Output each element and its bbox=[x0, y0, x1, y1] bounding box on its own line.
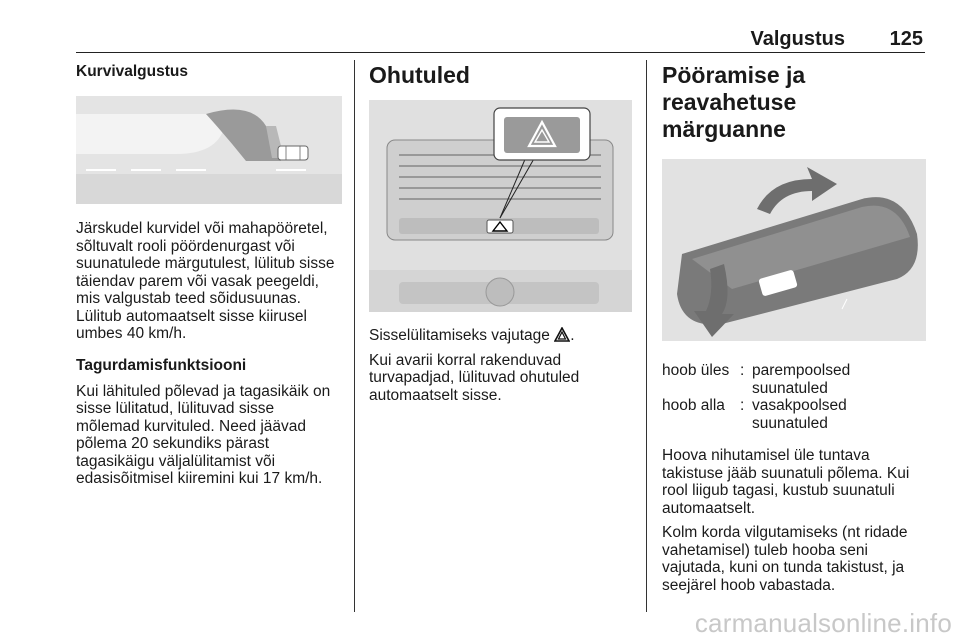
column-divider bbox=[646, 60, 647, 612]
hazard-activate-text: Sisselülitamiseks vajutage bbox=[369, 327, 550, 344]
turn-signal-legend bbox=[662, 362, 872, 432]
column-cornering-light bbox=[76, 62, 342, 488]
heading-reverse-function: Tagurdamisfunktsiooni bbox=[76, 356, 247, 374]
hazard-switch-illustration bbox=[369, 100, 632, 312]
heading-cornering-light: Kurvivalgustus bbox=[76, 63, 188, 80]
legend-desc: vasakpoolsed suunatuled bbox=[752, 397, 847, 432]
paragraph-reverse-function: Kui lähituled põlevad ja tagasikäik on sisse lülitatud, lülituvad sisse mõlemad kurvituled. Need jäävad põlema 20 sekundiks pärast tagasikäigu väljalülitamist või edasisõitmisel kiiremini kui 17 km/h. bbox=[76, 382, 331, 487]
legend-term: hoob üles bbox=[662, 362, 730, 379]
section-title: Valgustus bbox=[750, 28, 845, 50]
legend-sep: : bbox=[740, 397, 745, 414]
heading-hazard-lights: Ohutuled bbox=[369, 62, 470, 88]
paragraph-hazard-airbag: Kui avarii korral rakenduvad turvapadjad, lülituvad ohutuled automaatselt sisse. bbox=[369, 351, 580, 404]
watermark: carmanualsonline.info bbox=[694, 608, 952, 638]
legend-desc: parempoolsed suunatuled bbox=[752, 362, 851, 397]
legend-sep: : bbox=[740, 362, 745, 379]
cornering-light-illustration bbox=[76, 96, 342, 204]
paragraph-lane-change: Kolm korda vilgutamiseks (nt ridade vahetamisel) tuleb hooba seni vajutada, kuni on tunda takistust, ja seejärel hoob vabastada. bbox=[662, 524, 908, 594]
legend-term: hoob alla bbox=[662, 397, 725, 414]
heading-turn-signals: Pööramise ja reavahetuse märguanne bbox=[662, 62, 806, 142]
legend-row bbox=[662, 362, 872, 397]
page-number: 125 bbox=[889, 28, 923, 50]
column-hazard-lights bbox=[369, 62, 633, 404]
legend-row bbox=[662, 397, 872, 432]
hazard-warning-icon bbox=[554, 327, 570, 342]
hazard-activate-end: . bbox=[570, 327, 575, 344]
column-turn-signals bbox=[662, 62, 926, 594]
turn-signal-lever-illustration bbox=[662, 159, 926, 341]
paragraph-cornering-light: Järskudel kurvidel või mahapööretel, sõltuvalt rooli pöördenurgast või suunatulede märgutulest, lülitub sisse täiendav parem või vasak peegeldi, mis valgustab teed sõidusuunas. Lülitub automaatselt sisse kiirusel umbes 40 km/h. bbox=[76, 220, 335, 342]
column-divider bbox=[354, 60, 355, 612]
paragraph-turn-signal-lock: Hoova nihutamisel üle tuntava takistuse jääb suunatuli põlema. Kui rool liigub tagasi, kustub suunatuli automaatselt. bbox=[662, 447, 910, 517]
paragraph-hazard-activate bbox=[369, 327, 633, 345]
page-header bbox=[76, 26, 925, 53]
